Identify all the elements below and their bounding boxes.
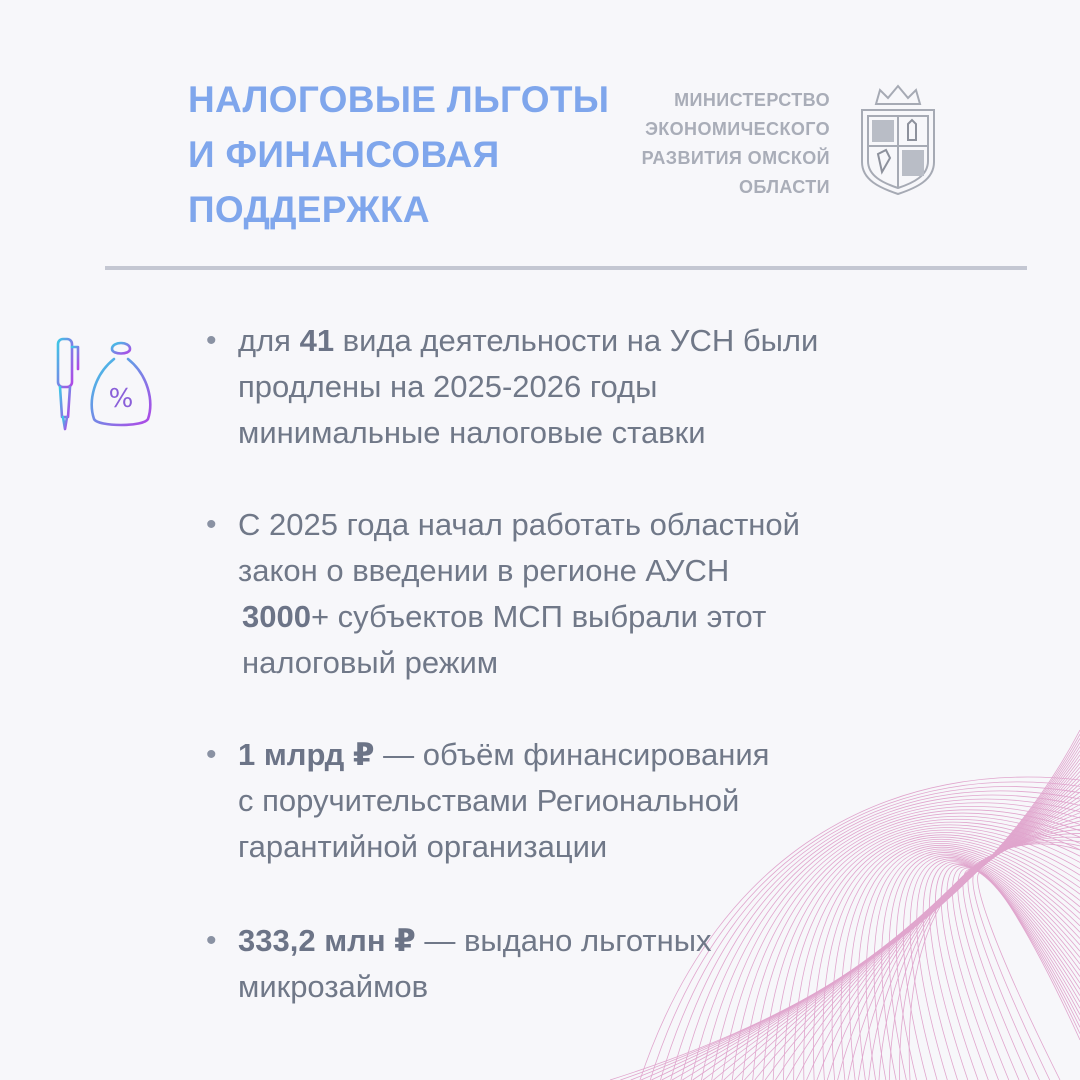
wave-line <box>968 870 1080 1080</box>
item-line <box>200 732 920 778</box>
item-text: — объём финансирования <box>374 737 770 772</box>
item-text: — выдано льготных <box>415 923 712 958</box>
list-item <box>200 318 920 456</box>
bullet: • <box>206 738 217 771</box>
ministry-line: ОБЛАСТИ <box>739 177 830 197</box>
wave-line <box>896 854 1080 1080</box>
bullet: • <box>206 324 217 357</box>
item-line: налоговый режим <box>242 645 499 680</box>
item-line <box>200 918 920 964</box>
list-item <box>200 732 920 870</box>
title-line: ПОДДЕРЖКА <box>188 189 430 230</box>
item-line: С 2025 года начал работать областной <box>238 507 800 542</box>
ministry-line: МИНИСТЕРСТВО <box>674 90 830 110</box>
item-line: микрозаймов <box>238 969 429 1004</box>
ministry-line: ЭКОНОМИЧЕСКОГО <box>645 119 830 139</box>
item-highlight: 333,2 млн ₽ <box>238 923 416 958</box>
bullet: • <box>206 924 217 957</box>
item-text: вида деятельности на УСН были <box>334 323 819 358</box>
item-line <box>200 594 920 640</box>
item-highlight: 3000 <box>242 599 311 634</box>
item-line: с поручительствами Региональной <box>238 783 740 818</box>
page-title <box>188 72 628 237</box>
coat-of-arms-icon <box>856 84 940 196</box>
item-line <box>200 318 920 364</box>
ministry-line: РАЗВИТИЯ ОМСКОЙ <box>641 148 830 168</box>
header-divider <box>105 266 1027 270</box>
bullet: • <box>206 508 217 541</box>
item-text: для <box>238 323 300 358</box>
title-line: НАЛОГОВЫЕ ЛЬГОТЫ <box>188 79 610 120</box>
percent-sign: % <box>108 384 134 414</box>
pen-money-bag-icon <box>50 335 160 435</box>
item-highlight: 41 <box>299 323 335 358</box>
item-line: закон о введении в регионе АУСН <box>238 553 730 588</box>
title-line: И ФИНАНСОВАЯ <box>188 134 500 175</box>
ministry-name <box>642 86 830 202</box>
wave-line <box>900 842 1080 1080</box>
item-line: продлены на 2025-2026 годы <box>238 369 658 404</box>
item-line: гарантийной организации <box>238 829 608 864</box>
item-line: минимальные налоговые ставки <box>238 415 706 450</box>
item-text: + субъектов МСП выбрали этот <box>310 599 767 634</box>
list-item <box>200 502 920 686</box>
item-highlight: 1 млрд ₽ <box>238 737 375 772</box>
list-item <box>200 918 920 1010</box>
